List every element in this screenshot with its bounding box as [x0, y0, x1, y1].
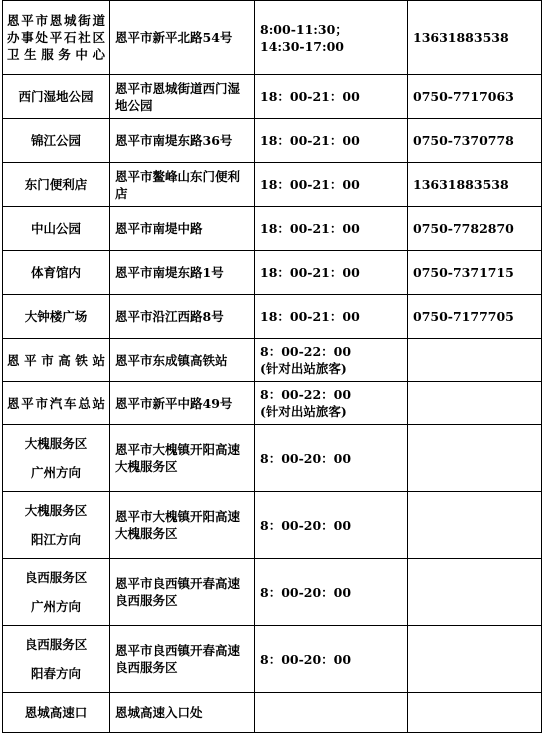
- site-name: 体育馆内: [3, 251, 110, 295]
- table-row: [3, 425, 542, 492]
- table-row: [3, 492, 542, 559]
- site-address: 恩平市沿江西路8号: [110, 295, 255, 339]
- site-phone: 0750-7370778: [408, 119, 542, 163]
- table-row: [3, 119, 542, 163]
- hours-note: (针对出站旅客): [260, 404, 347, 419]
- site-name: [3, 626, 110, 693]
- table-row: [3, 163, 542, 207]
- site-phone: 13631883538: [408, 163, 542, 207]
- site-address: 恩平市大槐镇开阳高速大槐服务区: [110, 492, 255, 559]
- site-phone: [408, 693, 542, 733]
- site-name: 东门便利店: [3, 163, 110, 207]
- site-name: 大钟楼广场: [3, 295, 110, 339]
- table-row: [3, 693, 542, 733]
- site-name: 恩城高速口: [3, 693, 110, 733]
- site-phone: [408, 382, 542, 425]
- site-hours: [255, 382, 408, 425]
- hours-morning: 8:00-11:30；: [260, 21, 348, 37]
- site-hours: 18：00-21：00: [255, 163, 408, 207]
- site-address: 恩城高速入口处: [110, 693, 255, 733]
- hours-afternoon: 14:30-17:00: [260, 38, 344, 54]
- site-name: 西门湿地公园: [3, 75, 110, 119]
- direction-label: 阳江方向: [30, 532, 81, 547]
- site-hours: 8：00-20：00: [255, 425, 408, 492]
- site-name: [3, 559, 110, 626]
- site-address: 恩平市大槐镇开阳高速大槐服务区: [110, 425, 255, 492]
- table-row: [3, 295, 542, 339]
- table-row: [3, 382, 542, 425]
- site-hours: 8：00-20：00: [255, 626, 408, 693]
- site-phone: 0750-7717063: [408, 75, 542, 119]
- service-area-name: 良西服务区: [24, 570, 88, 585]
- site-address: 恩平市南堤东路36号: [110, 119, 255, 163]
- site-address: 恩平市良西镇开春高速良西服务区: [110, 559, 255, 626]
- site-address: 恩平市东成镇高铁站: [110, 339, 255, 382]
- site-phone: [408, 492, 542, 559]
- service-area-name: 大槐服务区: [24, 436, 88, 451]
- site-hours: [255, 1, 408, 75]
- site-name: 锦江公园: [3, 119, 110, 163]
- site-name: [3, 425, 110, 492]
- site-name: [3, 492, 110, 559]
- site-phone: [408, 339, 542, 382]
- direction-label: 广州方向: [30, 465, 81, 480]
- direction-label: 阳春方向: [30, 666, 81, 681]
- site-name: 中山公园: [3, 207, 110, 251]
- site-hours: 18：00-21：00: [255, 207, 408, 251]
- site-phone: 13631883538: [408, 1, 542, 75]
- site-address: 恩平市良西镇开春高速良西服务区: [110, 626, 255, 693]
- site-hours: 8：00-20：00: [255, 559, 408, 626]
- site-phone: [408, 626, 542, 693]
- site-name: 恩平市高铁站: [3, 339, 110, 382]
- table-row: [3, 339, 542, 382]
- site-phone: 0750-7177705: [408, 295, 542, 339]
- direction-label: 广州方向: [30, 599, 81, 614]
- site-hours: 18：00-21：00: [255, 119, 408, 163]
- site-phone: [408, 559, 542, 626]
- service-area-name: 良西服务区: [24, 637, 88, 652]
- site-name: 恩平市汽车总站: [3, 382, 110, 425]
- site-address: 恩平市新平北路54号: [110, 1, 255, 75]
- hours-range: 8：00-22：00: [260, 344, 352, 359]
- table-row: [3, 559, 542, 626]
- table-row: [3, 207, 542, 251]
- site-address: 恩平市南堤东路1号: [110, 251, 255, 295]
- testing-sites-table: [2, 0, 542, 733]
- site-hours: 18：00-21：00: [255, 75, 408, 119]
- site-address: 恩平市恩城街道西门湿地公园: [110, 75, 255, 119]
- site-hours: [255, 693, 408, 733]
- site-hours: 8：00-20：00: [255, 492, 408, 559]
- site-hours: [255, 339, 408, 382]
- table-row: [3, 1, 542, 75]
- site-hours: 18：00-21：00: [255, 251, 408, 295]
- hours-note: (针对出站旅客): [260, 361, 347, 376]
- site-address: 恩平市鳌峰山东门便利店: [110, 163, 255, 207]
- site-address: 恩平市南堤中路: [110, 207, 255, 251]
- site-hours: 18：00-21：00: [255, 295, 408, 339]
- site-phone: [408, 425, 542, 492]
- site-address: 恩平市新平中路49号: [110, 382, 255, 425]
- table-row: [3, 75, 542, 119]
- table-row: [3, 626, 542, 693]
- site-name: 恩平市恩城街道办事处平石社区卫生服务中心: [3, 1, 110, 75]
- hours-range: 8：00-22：00: [260, 387, 352, 402]
- service-area-name: 大槐服务区: [24, 503, 88, 518]
- site-phone: 0750-7782870: [408, 207, 542, 251]
- table-row: [3, 251, 542, 295]
- site-phone: 0750-7371715: [408, 251, 542, 295]
